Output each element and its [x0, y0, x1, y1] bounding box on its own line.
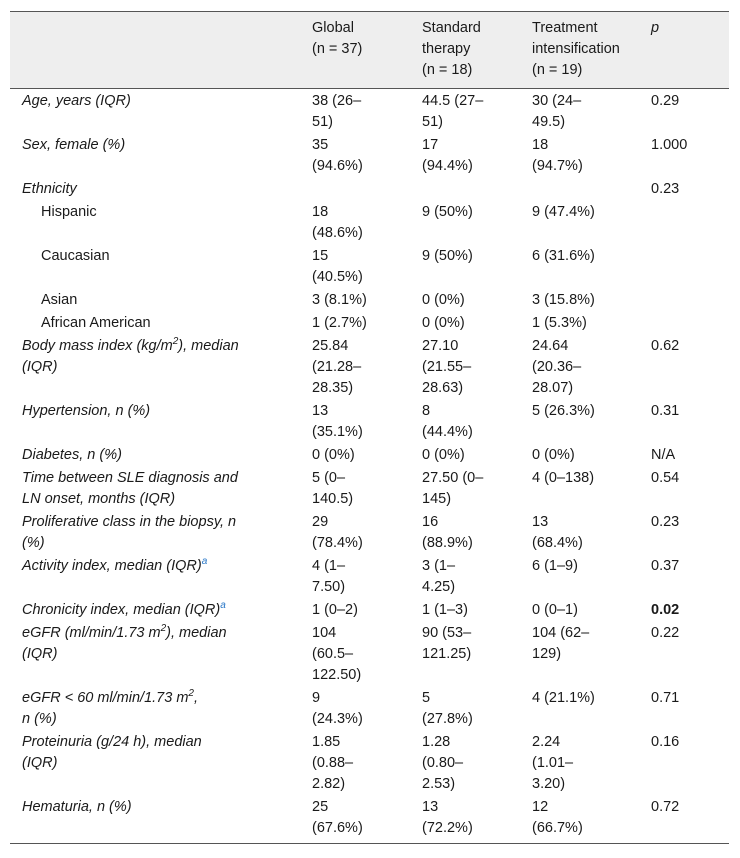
header-blank — [10, 12, 306, 89]
row-label — [10, 796, 306, 844]
standard-value: 0 (0%) — [422, 315, 465, 331]
p-value: 0.37 — [651, 558, 680, 574]
standard-value: 0 (0%) — [422, 292, 465, 308]
row-label — [10, 444, 306, 467]
global-value: 25 (67.6%) — [306, 796, 416, 844]
global-value: 1.85 (0.88– 2.82) — [312, 734, 354, 792]
label-text: Hypertension, n (%) — [22, 403, 151, 419]
table-row — [10, 178, 729, 201]
treatment-value: 18 (94.7%) — [532, 137, 583, 174]
patient-characteristics-table — [10, 11, 729, 844]
p-value: 0.71 — [651, 690, 680, 706]
label-text: ), median (IQR) — [22, 338, 239, 375]
standard-value: 3 (1– 4.25) — [422, 558, 456, 595]
label-text: Activity index, median (IQR) — [22, 558, 202, 574]
label-text: eGFR (ml/min/1.73 m — [22, 625, 161, 641]
row-label — [10, 599, 306, 622]
p-value: 0.62 — [651, 338, 680, 354]
header-standard-therapy: Standard therapy (n = 18) — [416, 12, 526, 89]
p-value: N/A — [651, 447, 676, 463]
treatment-value: 12 (66.7%) — [526, 796, 645, 844]
label-superscript: 2 — [160, 623, 167, 635]
p-value — [645, 312, 729, 335]
footnote-marker: a — [201, 556, 208, 568]
label-text: Body mass index (kg/m — [22, 338, 173, 354]
label-text: ), median (IQR) — [22, 625, 227, 662]
global-value: 29 (78.4%) — [312, 514, 363, 551]
global-value: 1 (0–2) — [312, 602, 358, 618]
label-text: , n (%) — [22, 690, 198, 727]
p-value: 1.000 — [651, 137, 688, 153]
global-value: 35 (94.6%) — [312, 137, 363, 174]
p-value: 0.72 — [645, 796, 729, 844]
p-value: 0.54 — [651, 470, 680, 486]
standard-value: 1 (1–3) — [422, 602, 468, 618]
standard-value: 27.50 (0– 145) — [422, 470, 484, 507]
table-row — [10, 731, 729, 796]
row-label — [10, 245, 306, 289]
p-value: 0.23 — [651, 181, 680, 197]
p-value — [645, 245, 729, 289]
treatment-value: 104 (62– 129) — [532, 625, 590, 662]
table-row — [10, 622, 729, 687]
table-row — [10, 511, 729, 555]
p-value — [645, 201, 729, 245]
standard-value: 27.10 (21.55– 28.63) — [422, 338, 472, 396]
label-text: Proliferative class in the biopsy, n (%) — [22, 514, 237, 551]
standard-value: 90 (53– 121.25) — [422, 625, 472, 662]
standard-value: 16 (88.9%) — [422, 514, 473, 551]
row-label — [10, 687, 306, 731]
treatment-value: 6 (1–9) — [532, 558, 578, 574]
label-superscript: 2 — [188, 688, 194, 700]
global-value — [306, 178, 416, 201]
row-label — [10, 511, 306, 555]
treatment-value: 0 (0–1) — [532, 602, 578, 618]
treatment-value: 5 (26.3%) — [532, 403, 595, 419]
label-text: Chronicity index, median (IQR) — [22, 602, 221, 618]
header-global: Global (n = 37) — [306, 12, 416, 89]
table-row — [10, 599, 729, 622]
standard-value: 5 (27.8%) — [422, 690, 473, 727]
p-value: 0.02 — [651, 602, 680, 618]
row-label — [10, 201, 306, 245]
p-value: 0.31 — [651, 403, 680, 419]
p-value — [645, 289, 729, 312]
global-value: 5 (0– 140.5) — [312, 470, 354, 507]
table-row — [10, 467, 729, 511]
label-text: Age, years (IQR) — [22, 93, 131, 109]
standard-value: 9 (50%) — [422, 248, 473, 264]
row-label — [10, 312, 306, 335]
label-text: Ethnicity — [22, 181, 77, 197]
global-value: 104 (60.5– 122.50) — [312, 625, 362, 683]
label-text: African American — [41, 315, 151, 331]
label-text: Sex, female (%) — [22, 137, 126, 153]
treatment-value: 4 (21.1%) — [532, 690, 595, 706]
label-superscript: 2 — [172, 336, 179, 348]
label-text: Hispanic — [41, 204, 97, 220]
table-row — [10, 400, 729, 444]
row-label — [10, 731, 306, 796]
row-label — [10, 178, 306, 201]
row-label — [10, 622, 306, 687]
global-value: 25.84 (21.28– 28.35) — [312, 338, 362, 396]
global-value: 1 (2.7%) — [312, 315, 367, 331]
standard-value: 44.5 (27– 51) — [422, 93, 484, 130]
standard-value: 17 (94.4%) — [422, 137, 473, 174]
treatment-value: 4 (0–138) — [532, 470, 595, 486]
global-value: 3 (8.1%) — [312, 292, 367, 308]
row-label — [10, 467, 306, 511]
treatment-value: 6 (31.6%) — [532, 248, 595, 264]
header-p-value: p — [645, 12, 729, 89]
p-value: 0.22 — [651, 625, 680, 641]
p-value: 0.16 — [651, 734, 680, 750]
global-value: 15 (40.5%) — [312, 248, 363, 285]
treatment-value: 9 (47.4%) — [532, 204, 595, 220]
row-label — [10, 400, 306, 444]
table-row — [10, 444, 729, 467]
treatment-value: 1 (5.3%) — [532, 315, 587, 331]
table-row — [10, 312, 729, 335]
label-text: eGFR < 60 ml/min/1.73 m — [22, 690, 189, 706]
standard-value: 9 (50%) — [422, 204, 473, 220]
row-label — [10, 89, 306, 135]
treatment-value: 30 (24– 49.5) — [532, 93, 582, 130]
label-text: Diabetes, n (%) — [22, 447, 122, 463]
global-value: 4 (1– 7.50) — [312, 558, 346, 595]
table-row — [10, 134, 729, 178]
treatment-value: 3 (15.8%) — [532, 292, 595, 308]
treatment-value: 2.24 (1.01– 3.20) — [532, 734, 574, 792]
table-row — [10, 245, 729, 289]
standard-value: 8 (44.4%) — [422, 403, 473, 440]
table-row — [10, 201, 729, 245]
row-label — [10, 555, 306, 599]
table-row — [10, 89, 729, 135]
global-value: 38 (26– 51) — [312, 93, 362, 130]
p-value: 0.29 — [651, 93, 680, 109]
standard-value: 0 (0%) — [422, 447, 465, 463]
row-label — [10, 134, 306, 178]
label-text: Asian — [41, 292, 78, 308]
footnote-marker: a — [220, 600, 226, 612]
row-label — [10, 289, 306, 312]
table-header-row — [10, 12, 729, 89]
table-row — [10, 687, 729, 731]
treatment-value: 0 (0%) — [532, 447, 575, 463]
table-row — [10, 796, 729, 844]
global-value: 18 (48.6%) — [312, 204, 363, 241]
row-label — [10, 335, 306, 400]
treatment-value: 24.64 (20.36– 28.07) — [532, 338, 582, 396]
label-text: Hematuria, n (%) — [22, 799, 132, 815]
standard-value: 1.28 (0.80– 2.53) — [422, 734, 464, 792]
global-value: 13 (35.1%) — [312, 403, 363, 440]
label-text: Proteinuria (g/24 h), median (IQR) — [22, 734, 202, 771]
global-value: 0 (0%) — [312, 447, 355, 463]
p-value: 0.23 — [651, 514, 680, 530]
treatment-value — [526, 178, 645, 201]
global-value: 9 (24.3%) — [312, 690, 363, 727]
header-treatment-intensification: Treatment intensification (n = 19) — [526, 12, 645, 89]
treatment-value: 13 (68.4%) — [532, 514, 583, 551]
table-row — [10, 555, 729, 599]
standard-value — [416, 178, 526, 201]
standard-value: 13 (72.2%) — [416, 796, 526, 844]
label-text: Caucasian — [41, 248, 110, 264]
table-row — [10, 335, 729, 400]
table-row — [10, 289, 729, 312]
label-text: Time between SLE diagnosis and LN onset, months (IQR) — [22, 470, 238, 507]
